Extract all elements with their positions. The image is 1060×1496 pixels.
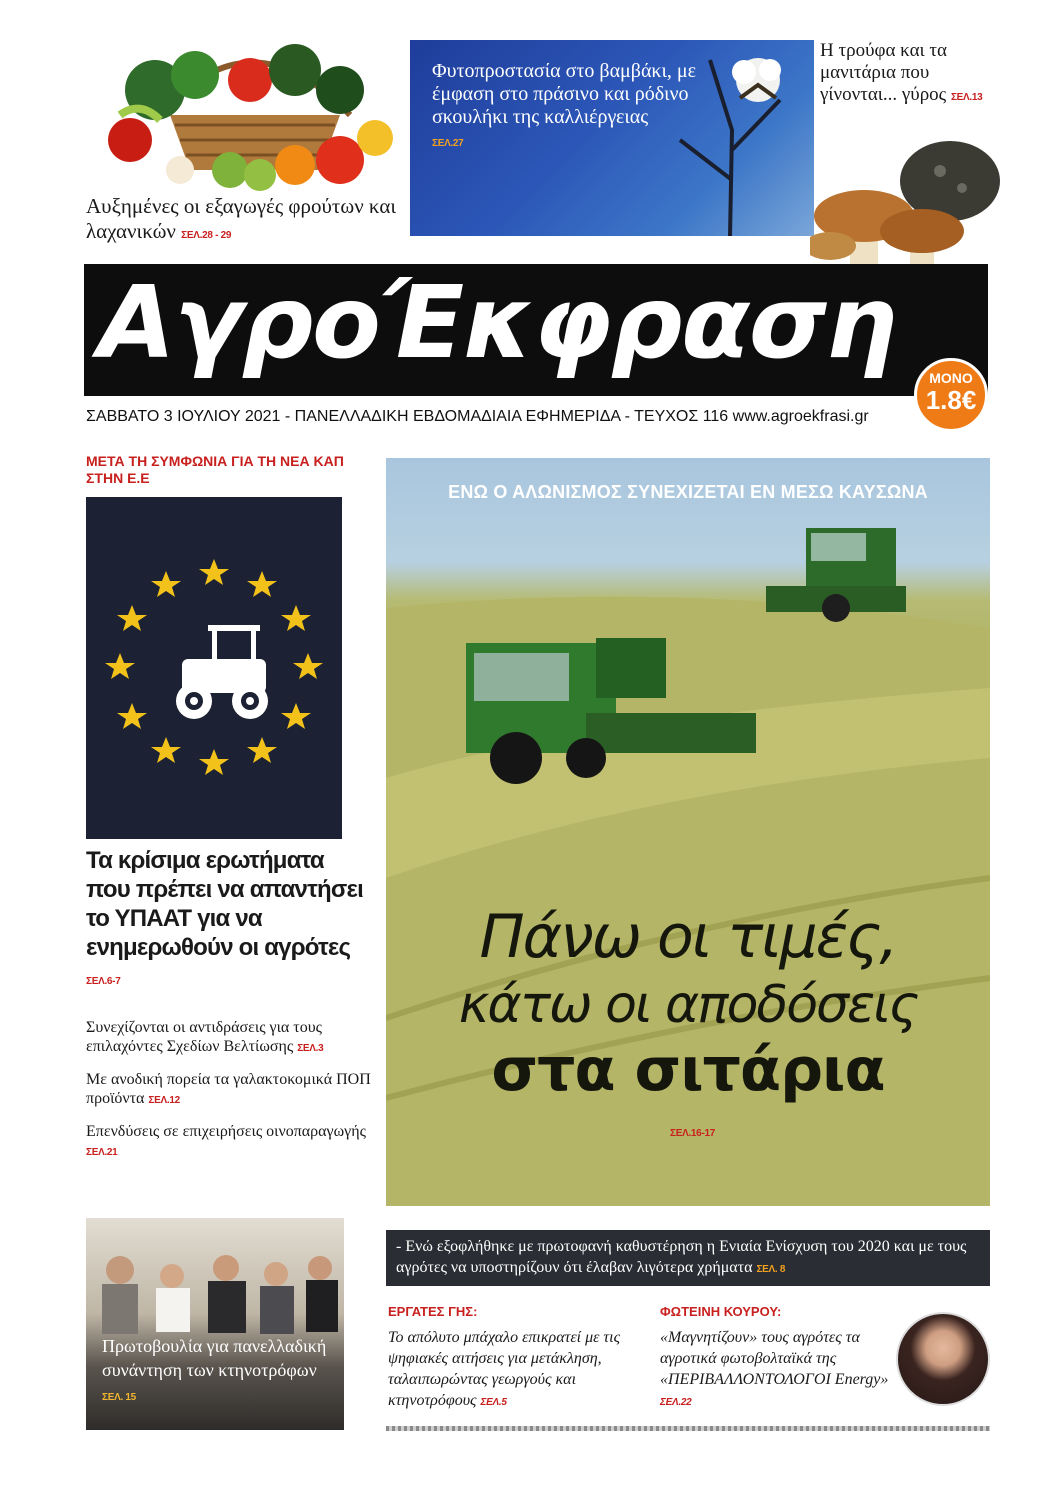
- teaser-truffle-text: Η τρούφα και τα μανιτάρια που γίνονται... γύρος: [820, 40, 947, 105]
- workers-text-block: [388, 1327, 636, 1413]
- teaser-cotton-text: Φυτοπροστασία στο βαμβάκι, με έμφαση στο πράσινο και ρόδινο σκουλήκι της καλλιέργειας: [432, 60, 697, 128]
- price-badge: [914, 358, 988, 432]
- main-headline-line1: Πάνω οι τιμές,: [479, 902, 897, 972]
- teaser-cotton-protection[interactable]: [410, 40, 814, 236]
- main-headline-line3: στα σιτάρια: [491, 1035, 885, 1105]
- workers-kicker: ΕΡΓΑΤΕΣ ΓΗΣ:: [388, 1304, 478, 1319]
- combine-harvester-icon: [766, 528, 906, 622]
- cap-kicker: ΜΕΤΑ ΤΗ ΣΥΜΦΩΝΙΑ ΓΙΑ ΤΗ ΝΕΑ ΚΑΠ ΣΤΗΝ Ε.Ε: [86, 453, 344, 486]
- newspaper-logo: ΑγροΈκφραση: [98, 264, 896, 381]
- page-ref: ΣΕΛ.22: [660, 1397, 692, 1408]
- story-item[interactable]: [86, 1122, 376, 1162]
- page-ref: ΣΕΛ.6-7: [86, 976, 121, 987]
- kourou-text-block: [660, 1327, 900, 1413]
- story-title: Επενδύσεις σε επιχειρήσεις οινοπαραγωγής: [86, 1123, 366, 1140]
- teaser-cotton-title: [432, 60, 712, 155]
- main-story-kicker: ΕΝΩ Ο ΑΛΩΝΙΣΜΟΣ ΣΥΝΕΧΙΖΕΤΑΙ ΕΝ ΜΕΣΩ ΚΑΥΣΩΝΑ: [448, 482, 928, 502]
- breeders-photo-story[interactable]: [86, 1218, 344, 1430]
- mushroom-image: [810, 136, 1000, 276]
- page-ref: ΣΕΛ.5: [480, 1397, 507, 1408]
- info-bar-text: - Ενώ εξοφλήθηκε με πρωτοφανή καθυστέρηση η Ενιαία Ενίσχυση του 2020 και με τους αγρότες να υποστηρίζουν ότι έλαβαν λιγότερα χρήματα: [396, 1238, 967, 1276]
- breeders-photo-title: [102, 1334, 342, 1410]
- breeders-photo-text: Πρωτοβουλία για πανελλαδική συνάντηση των κτηνοτρόφων: [102, 1336, 327, 1380]
- workers-column[interactable]: [388, 1304, 636, 1413]
- workers-text: Το απόλυτο μπάχαλο επικρατεί με τις ψηφιακές αιτήσεις για μετάκληση, ταλαιπωρώντας γεωργούς και κτηνοτρόφους: [388, 1329, 621, 1409]
- story-list: [86, 1018, 376, 1174]
- page-ref: ΣΕΛ.27: [432, 138, 464, 149]
- main-story[interactable]: [386, 458, 990, 1206]
- lead-story-title: Τα κρίσιμα ερωτήματα που πρέπει να απαντήσει το ΥΠΑΑΤ για να ενημερωθούν οι αγρότες: [86, 847, 363, 961]
- price-label: ΜΟΝΟ: [929, 370, 973, 386]
- kourou-kicker: ΦΩΤΕΙΝΗ ΚΟΥΡΟΥ:: [660, 1304, 782, 1319]
- teaser-fruit-title: [86, 194, 406, 248]
- kourou-column[interactable]: [660, 1304, 900, 1413]
- page-ref: ΣΕΛ.28 - 29: [181, 230, 232, 241]
- story-title: Με ανοδική πορεία τα γαλακτοκομικά ΠΟΠ προϊόντα: [86, 1071, 371, 1107]
- teaser-truffle-mushrooms[interactable]: [810, 36, 1005, 276]
- lead-story-cap[interactable]: [86, 846, 366, 996]
- teaser-fruit-exports[interactable]: [80, 20, 410, 243]
- price-value: 1.8€: [925, 385, 977, 415]
- page-ref: ΣΕΛ.16-17: [670, 1128, 715, 1139]
- page-ref: ΣΕΛ. 8: [756, 1264, 786, 1275]
- page-ref: ΣΕΛ. 15: [102, 1392, 136, 1403]
- page-ref: ΣΕΛ.12: [148, 1095, 180, 1106]
- masthead: [84, 264, 988, 396]
- subsidy-info-bar[interactable]: [386, 1230, 990, 1286]
- avatar: [896, 1312, 990, 1406]
- page-ref: ΣΕΛ.21: [86, 1147, 118, 1158]
- page-ref: ΣΕΛ.3: [297, 1043, 324, 1054]
- fruit-basket-image: [100, 20, 400, 205]
- page-ref: ΣΕΛ.13: [950, 92, 983, 103]
- teaser-fruit-text: Αυξημένες οι εξαγωγές φρούτων και λαχανικών: [86, 194, 396, 243]
- eu-tractor-image: [86, 497, 342, 839]
- story-item[interactable]: [86, 1070, 376, 1110]
- teaser-truffle-title: [820, 40, 1000, 109]
- bottom-divider: [386, 1426, 990, 1431]
- dateline: ΣΑΒΒΑΤΟ 3 ΙΟΥΛΙΟΥ 2021 - ΠΑΝΕΛΛΑΔΙΚΗ ΕΒΔΟΜΑΔΙΑΙΑ ΕΦΗΜΕΡΙΔΑ - ΤΕΥΧΟΣ 116 www.agroekfrasi.gr: [86, 408, 869, 425]
- main-headline-line2: κάτω οι αποδόσεις: [458, 975, 918, 1035]
- kourou-text: «Μαγνητίζουν» τους αγρότες τα αγροτικά φωτοβολταϊκά της «ΠΕΡΙΒΑΛΛΟΝΤΟΛΟΓΟΙ Energy»: [660, 1329, 889, 1388]
- story-title: Συνεχίζονται οι αντιδράσεις για τους επιλαχόντες Σχεδίων Βελτίωσης: [86, 1019, 322, 1055]
- story-item[interactable]: [86, 1018, 376, 1058]
